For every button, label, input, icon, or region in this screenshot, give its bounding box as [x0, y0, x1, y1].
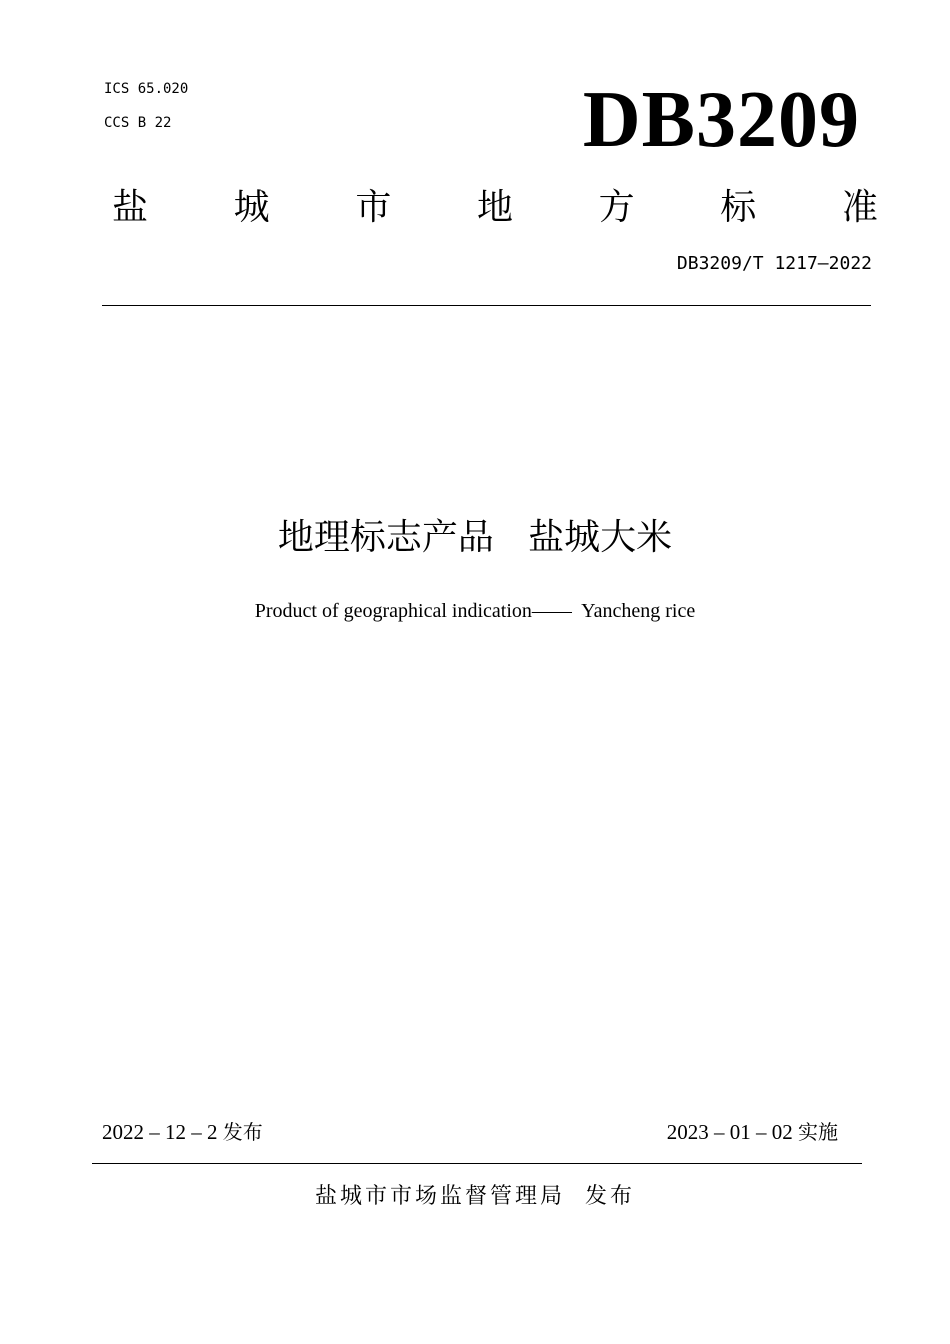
issue-label: 发布	[222, 1120, 263, 1144]
issue-date-line	[102, 1118, 263, 1146]
standard-type-char: 方	[598, 187, 635, 228]
standard-type-char: 准	[841, 187, 878, 228]
db-standard-logo: DB3209	[582, 76, 860, 164]
bottom-divider	[92, 1163, 862, 1164]
standard-type-char: 城	[233, 187, 270, 228]
title-english: Product of geographical indication—— Yancheng rice	[254, 600, 696, 622]
implement-label: 实施	[798, 1120, 838, 1144]
standard-type-char: 地	[476, 187, 513, 228]
issuer-organization: 盐城市市场监督管理局	[314, 1184, 565, 1209]
implement-date-line	[667, 1118, 838, 1146]
standard-type-char: 标	[720, 187, 757, 228]
issuer-action: 发布	[585, 1184, 636, 1209]
issuer-line	[0, 1181, 950, 1213]
ccs-code: CCS B 22	[104, 115, 172, 131]
standard-type-char: 盐	[112, 187, 149, 228]
standard-type-char: 市	[355, 187, 392, 228]
title-chinese: 地理标志产品 盐城大米	[277, 517, 673, 558]
issue-date: 2022 – 12 – 2	[102, 1120, 218, 1144]
standard-number: DB3209/T 1217—2022	[676, 253, 872, 274]
ics-code: ICS 65.020	[104, 81, 189, 97]
implement-date: 2023 – 01 – 02	[666, 1120, 793, 1144]
standard-type-heading	[112, 184, 878, 232]
top-divider	[102, 305, 871, 306]
